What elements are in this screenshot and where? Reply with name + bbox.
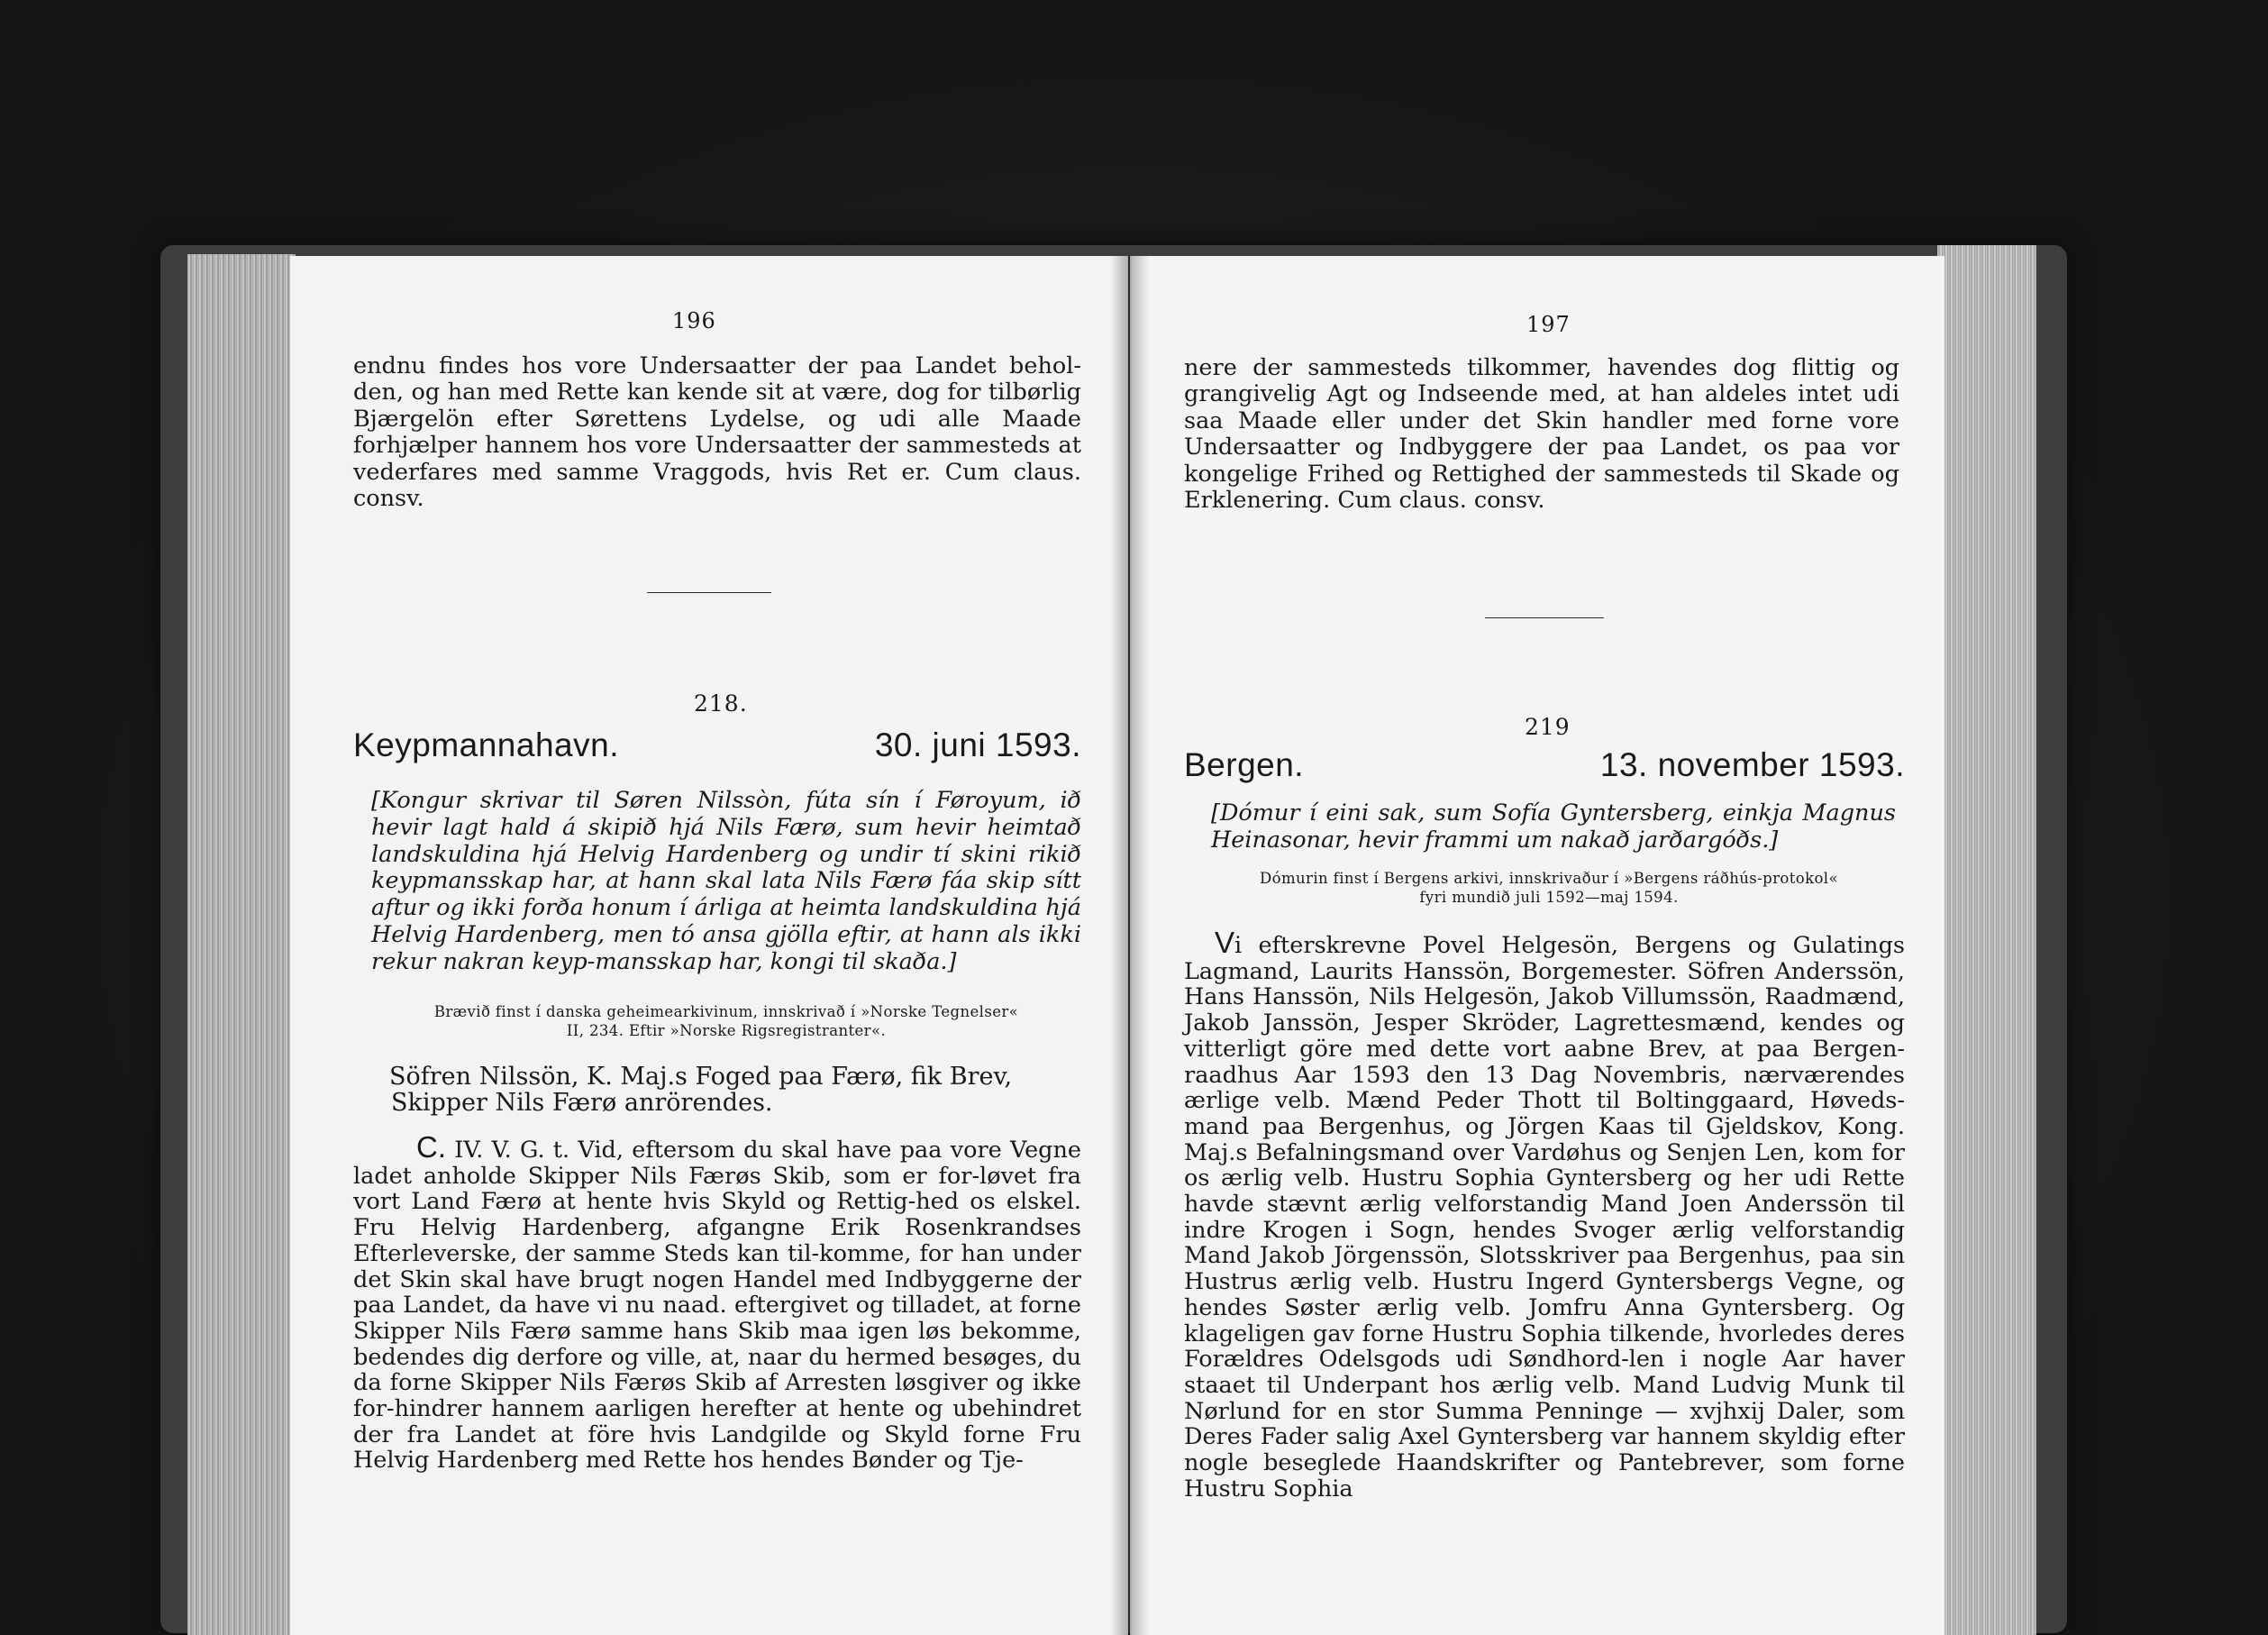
place-heading: Keypmannahavn. <box>353 726 619 763</box>
continued-text <box>1184 355 1899 514</box>
entry-number: 218. <box>694 690 748 717</box>
date-heading: 30. juni 1593. <box>874 726 1081 763</box>
source-note <box>362 1002 1090 1040</box>
source-note <box>1193 869 1905 907</box>
letter-body <box>1184 926 1905 1503</box>
letter-initial: C. <box>416 1130 446 1164</box>
entry-summary: [Dómur í eini sak, sum Sofía Gyntersberg, einkja Magnus Heinasonar, hevir frammi um nakað jarðargóðs.] <box>1211 799 1896 854</box>
continued-paragraph: nere der sammesteds tilkommer, havendes dog flittig og grangivelig Agt og Indseende med, at han aldeles intet udi saa Maade eller under det Skin handler med forne vore Undersaatter og Indbyggere der paa Landet, os paa vor kongelige Frihed og Rettighed der sammesteds til Skade og Erklenering. Cum claus. consv. <box>1184 354 1899 515</box>
source-line: Dómurin finst í Bergens arkivi, innskrivaður í »Bergens ráðhús-protokol« <box>1260 870 1838 887</box>
letter-body <box>353 1130 1081 1475</box>
section-divider <box>1485 617 1604 618</box>
place-heading: Bergen. <box>1184 746 1305 783</box>
letter-text: i efterskrevne Povel Helgesön, Bergens og Gulatings Lagmand, Laurits Hanssön, Borgemester. Söfren Anderssön, Hans Hanssön, Nils Helgesön, Jakob Villumssön, Raadmænd, Jakob Janssön, Jesper Skröder, Lagrettesmænd, kendes og vitterligt göre med dette vort aabne Brev, at paa Bergen-raadhus Aar 1593 den 13 Dag Novembris, nærværendes ærlige velb. Mænd Peder Thott til Boltinggaard, Høveds-mand paa Bergenhus, og Jörgen Kaas til Gjeldskov, Kong. Maj.s Befalningsmand over Vardøhus og Senjen Len, kom for os ærlig velb. Hustru Sophia Gyntersberg og her udi Rette havde stævnt ærlig velforstandig Mand Joen Anderssön til indre Krogen i Sogn, hendes Svoger ærlig velforstandig Mand Jakob Jörgenssön, Slotsskriver paa Bergenhus, paa sin Hustrus ærlig velb. Hustru Ingerd Gyntersbergs Vegne, og hendes Søster ærlig velb. Jomfru Anna Gyntersberg. Og klageligen gav forne Hustru Sophia tilkende, hvorledes deres Forældres Odelsgods udi Søndhord-len i nogle Aar haver staaet til Underpant hos ærlig velb. Mand Ludvig Munk til Nørlund for en stor Summa Penninge — xvjhxij Daler, som Deres Fader salig Axel Gyntersberg var hannem skyldig efter nogle beseglede Haandskrifter og Pantebrever, som forne Hustru Sophia <box>1184 932 1905 1503</box>
right-page <box>1130 256 1945 1635</box>
continued-paragraph: endnu findes hos vore Undersaatter der paa Landet behol-den, og han med Rette kan kende sit at være, dog for tilbørlig Bjærgelön efter Sørettens Lydelse, og udi alle Maade forhjælper hannem hos vore Undersaatter der sammesteds at vederfares med samme Vraggods, hvis Ret er. Cum claus. consv. <box>353 352 1081 513</box>
letter-text: IV. V. G. t. Vid, eftersom du skal have paa vore Vegne ladet anholde Skipper Nils Færøs Skib, som er for-løvet fra vort Land Færø at hente hvis Skyld og Rettig-hed os elskel. Fru Helvig Hardenberg, afgangne Erik Rosenkrandses Efterleverske, der samme Steds kan til-komme, for han under det Skin skal have brugt nogen Handel med Indbyggerne der paa Landet, da have vi nu naad. eftergivet og tilladet, at forne Skipper Nils Færø samme hans Skib maa igen løs bekomme, bedendes dig derfore og ville, at, naar du hermed besøges, du da forne Skipper Nils Færøs Skib af Arresten løsgiver og ikke for-hindrer hannem aarligen herefter at hente og ubehindret der fra Landet at före hvis Landgilde og Skyld forne Fru Helvig Hardenberg med Rette hos hendes Bønder og Tje- <box>353 1137 1081 1475</box>
book-gutter-shadow <box>1110 256 1150 1635</box>
page-edges-right <box>1937 245 2036 1635</box>
letter-intro <box>389 1064 1092 1116</box>
source-line: Brævið finst í danska geheimearkivinum, innskrivað í »Norske Tegnelser« <box>433 1003 1019 1020</box>
entry-heading <box>353 726 1081 764</box>
entry-summary: [Kongur skrivar til Søren Nilssòn, fúta sín í Føroyum, ið hevir lagt hald á skipið hjá Nils Færø, sum hevir heimtað landskuldina hjá Helvig Hardenberg og undir tí skini rikið keypmansskap har, at hann skal lata Nils Færø fáa skip sítt aftur og ikki forða honum í árliga at heimta landskuldina hjá Helvig Hardenberg, men tó ansa gjölla eftir, at hann als ikki rekur nakran keyp-mansskap har, kongi til skaða.] <box>371 787 1081 975</box>
entry-heading <box>1184 746 1905 784</box>
letter-initial: V <box>1215 926 1235 959</box>
page-edges-left <box>187 254 296 1635</box>
continued-text <box>353 353 1081 512</box>
page-number: 196 <box>672 308 716 333</box>
entry-number: 219 <box>1525 714 1571 740</box>
source-line: fyri mundið juli 1592—maj 1594. <box>1419 889 1679 906</box>
intro-line: Skipper Nils Færø anrörendes. <box>391 1089 773 1117</box>
intro-line: Söfren Nilssön, K. Maj.s Foged paa Færø, fik Brev, <box>389 1063 1013 1091</box>
source-line: II, 234. Eftir »Norske Rigsregistranter«. <box>566 1022 887 1039</box>
section-divider <box>647 592 771 593</box>
page-number: 197 <box>1526 312 1571 337</box>
left-page <box>290 256 1128 1635</box>
date-heading: 13. november 1593. <box>1599 746 1905 783</box>
